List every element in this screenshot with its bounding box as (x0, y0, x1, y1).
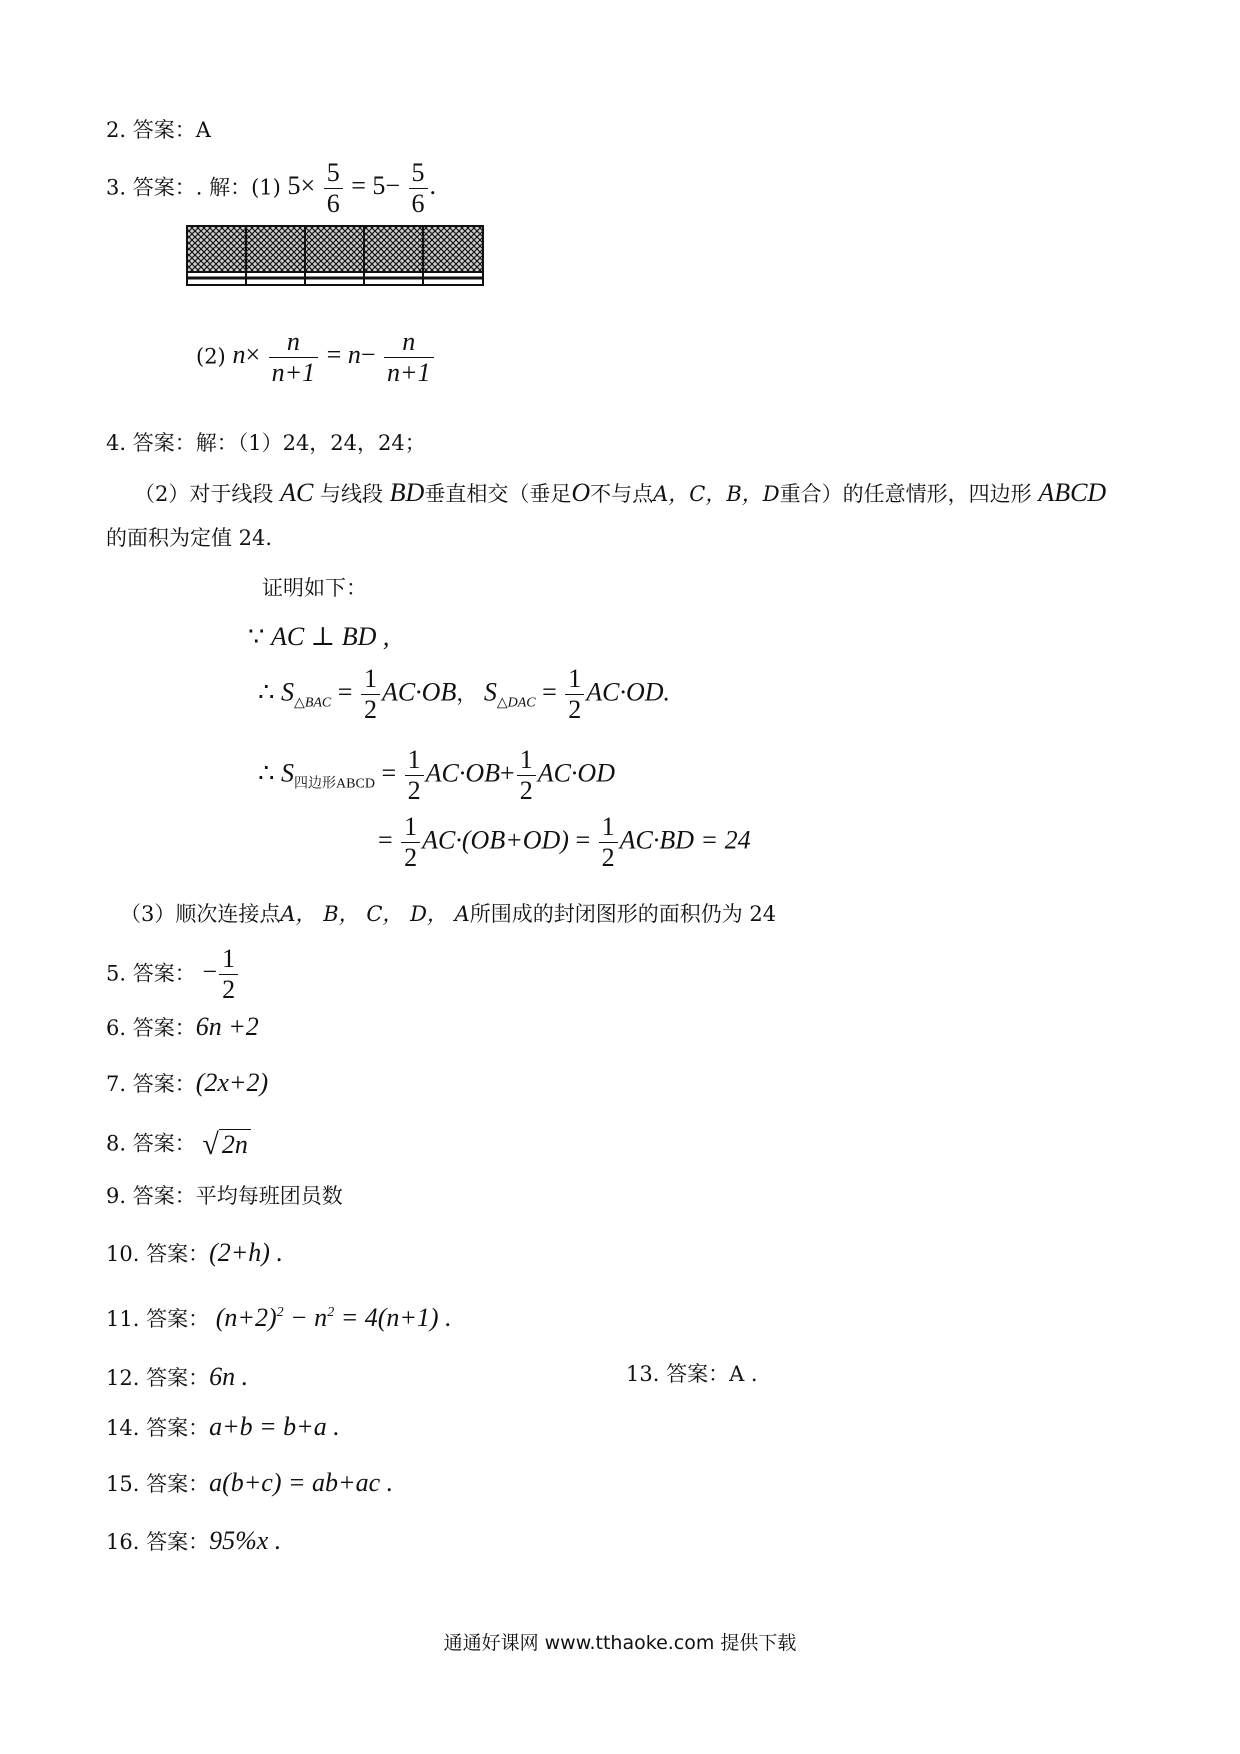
answer-3: 3. 答案：. 解：(1) 5× $\frac{5}{6}$ = 5− $\frac{5}{6}$ . (106, 158, 437, 218)
answer-6: 6. 答案：6n +2 (106, 1012, 259, 1041)
sqrt-2n: √ 2n (202, 1130, 250, 1160)
page-footer: 通通好课网 www.tthaoke.com 提供下载 (443, 1632, 797, 1654)
answer-15: 15. 答案：a(b+c) = ab+ac . (106, 1468, 394, 1497)
answer-4-part3: （3）顺次连接点A， B， C， D， A所围成的封闭图形的面积仍为 24 (120, 902, 777, 926)
answer-4: 4. 答案：解：（1）24，24，24； (106, 431, 426, 455)
fraction-n-over-n1-b: $\frac{n}{n+1}$ (384, 327, 434, 388)
proof-triangle-areas: ∴ $S_{\triangle BAC}$ = $\frac{1}{2}$ AC·OB， $S_{\triangle DAC}$ = $\frac{1}{2}$ AC·OD. (258, 664, 671, 724)
fraction-5-6: $\frac{5}{6}$ (324, 158, 343, 219)
fraction-half-f: $\frac{1}{2}$ (599, 812, 618, 873)
answer-7: 7. 答案：(2x+2) (106, 1068, 269, 1097)
fraction-half-d: $\frac{1}{2}$ (517, 745, 536, 806)
answer-14: 14. 答案：a+b = b+a . (106, 1412, 340, 1441)
answer-5: 5. 答案： − $\frac{1}{2}$ (106, 944, 240, 1005)
answer-3-part2: (2) n× $\frac{n}{n+1}$ = n− $\frac{n}{n+1}$ (196, 327, 436, 388)
answer-2: 2. 答案：A (106, 118, 211, 142)
proof-perpendicular: ∵ AC ⊥ BD , (248, 622, 390, 651)
fraction-half-c: $\frac{1}{2}$ (405, 745, 424, 806)
answer-4-part2: （2）对于线段 AC 与线段 BD垂直相交（垂足O不与点A，C，B，D重合）的任意情形，四边形 ABCD (134, 478, 1107, 507)
fraction-neg-half: $\frac{1}{2}$ (219, 944, 238, 1005)
fraction-half: $\frac{1}{2}$ (361, 664, 380, 725)
answer-4-part2-cont: 的面积为定值 24. (106, 526, 273, 550)
fraction-half-e: $\frac{1}{2}$ (401, 812, 420, 873)
proof-quad-area: ∴ $S_{四边形ABCD}$ = $\frac{1}{2}$ AC·OB+ $\frac{1}{2}$ AC·OD (258, 745, 615, 805)
shaded-rectangle-figure (186, 225, 484, 287)
answer-13: 13. 答案：A . (626, 1362, 758, 1386)
answer-16: 16. 答案：95%x . (106, 1526, 282, 1555)
proof-heading: 证明如下： (262, 576, 367, 600)
fraction-n-over-n1: $\frac{n}{n+1}$ (269, 327, 319, 388)
fraction-half-b: $\frac{1}{2}$ (565, 664, 584, 725)
proof-final: = $\frac{1}{2}$ AC·(OB+OD) = $\frac{1}{2}$ AC·BD = 24 (378, 812, 751, 872)
answer-10: 10. 答案：(2+h) . (106, 1238, 283, 1267)
answer-9: 9. 答案：平均每班团员数 (106, 1184, 343, 1208)
fraction-5-6-b: $\frac{5}{6}$ (409, 158, 428, 219)
answer-8: 8. 答案： √ 2n (106, 1130, 251, 1160)
answer-11: 11. 答案： $(n+2)^2 - n^2 = 4(n+1)$ . (106, 1303, 452, 1332)
answer-12: 12. 答案：6n . (106, 1362, 249, 1391)
